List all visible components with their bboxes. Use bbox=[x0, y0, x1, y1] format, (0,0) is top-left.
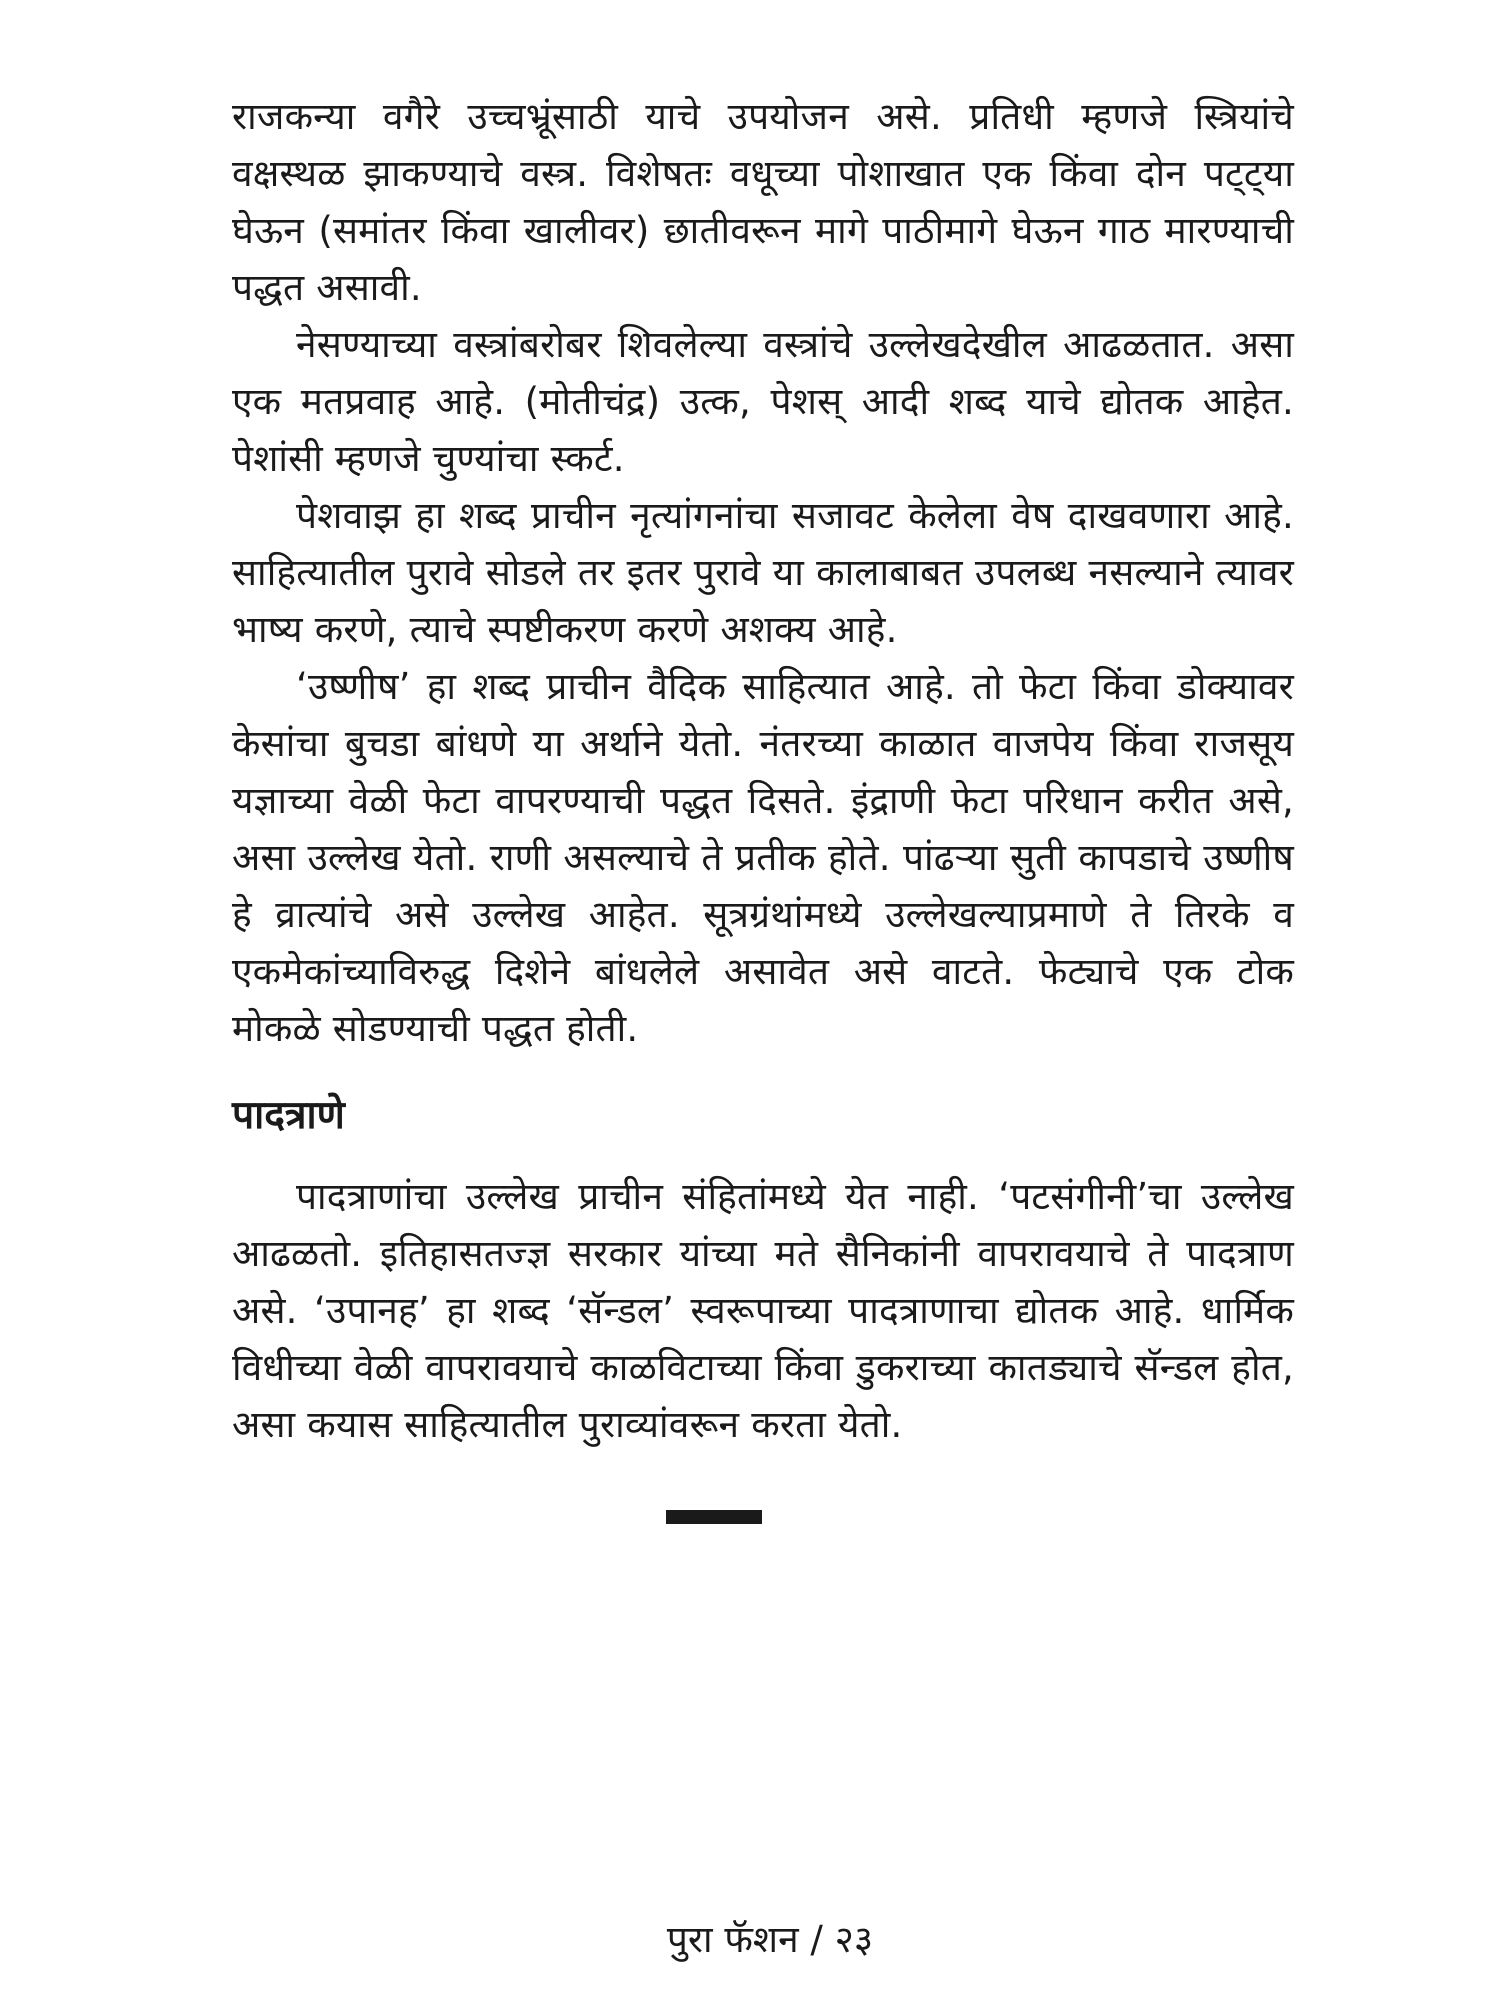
paragraph-ushnish: ‘उष्णीष’ हा शब्द प्राचीन वैदिक साहित्यात आहे. तो फेटा किंवा डोक्यावर केसांचा बुचडा बांधणे या अर्थाने येतो. नंतरच्या काळात वाजपेय किंवा राजसूय यज्ञाच्या वेळी फेटा वापरण्याची पद्धत दिसते. इंद्राणी फेटा परिधान करीत असे, असा उल्लेख येतो. राणी असल्याचे ते प्रतीक होते. पांढऱ्या सुती कापडाचे उष्णीष हे व्रात्यांचे असे उल्लेख आहेत. सूत्रग्रंथांमध्ये उल्लेखल्याप्रमाणे ते तिरके व एकमेकांच्याविरुद्ध दिशेने बांधलेले असावेत असे वाटते. फेट्याचे एक टोक मोकळे सोडण्याची पद्धत होती. bbox=[232, 665, 1294, 1050]
paragraph-footwear: पादत्राणांचा उल्लेख प्राचीन संहितांमध्ये येत नाही. ‘पटसंगीनी’चा उल्लेख आढळतो. इतिहासतज्ज्ञ सरकार यांच्या मते सैनिकांनी वापरावयाचे ते पादत्राण असे. ‘उपानह’ हा शब्द ‘सॅन्डल’ स्वरूपाच्या पादत्राणाचा द्योतक आहे. धार्मिक विधीच्या वेळी वापरावयाचे काळविटाच्या किंवा डुकराच्या कातड्याचे सॅन्डल होत, असा कयास साहित्यातील पुराव्यांवरून करता येतो. bbox=[232, 1175, 1294, 1446]
section-heading: पादत्राणे bbox=[232, 1093, 345, 1138]
paragraph-stitched-garments: नेसण्याच्या वस्त्रांबरोबर शिवलेल्या वस्त्रांचे उल्लेखदेखील आढळतात. असा एक मतप्रवाह आहे. (मोतीचंद्र) उत्क, पेशस् आदी शब्द याचे द्योतक आहेत. पेशांसी म्हणजे चुण्यांचा स्कर्ट. bbox=[232, 323, 1294, 480]
section-end-divider bbox=[666, 1510, 762, 1524]
paragraph-continuation: राजकन्या वगैरे उच्चभ्रूंसाठी याचे उपयोजन असे. प्रतिधी म्हणजे स्त्रियांचे वक्षस्थळ झाकण्याचे वस्त्र. विशेषतः वधूच्या पोशाखात एक किंवा दोन पट्ट्या घेऊन (समांतर किंवा खालीवर) छातीवरून मागे पाठीमागे घेऊन गाठ मारण्याची पद्धत असावी. bbox=[232, 95, 1294, 309]
page-footer: पुरा फॅशन / २३ bbox=[666, 1918, 874, 1961]
paragraph-peshwaz: पेशवाझ हा शब्द प्राचीन नृत्यांगनांचा सजावट केलेला वेष दाखवणारा आहे. साहित्यातील पुरावे सोडले तर इतर पुरावे या कालाबाबत उपलब्ध नसल्याने त्यावर भाष्य करणे, त्याचे स्पष्टीकरण करणे अशक्य आहे. bbox=[232, 494, 1294, 651]
page-body bbox=[232, 88, 1294, 1453]
